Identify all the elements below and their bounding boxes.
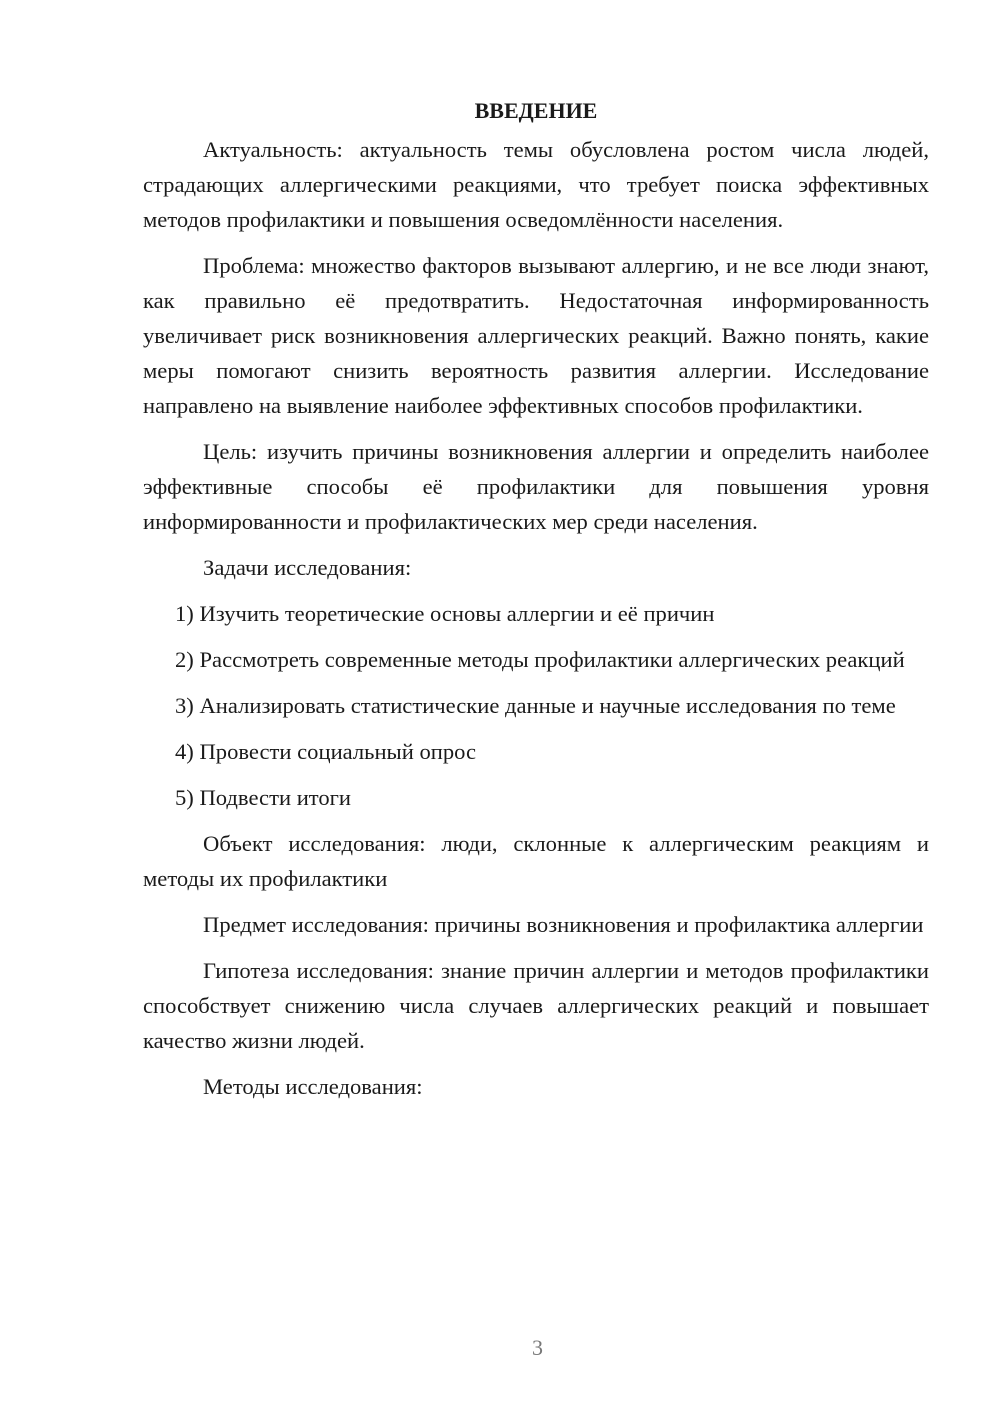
subject-paragraph: Предмет исследования: причины возникновения и профилактика аллергии [203, 912, 924, 937]
relevance-paragraph: Актуальность: актуальность темы обусловлена ростом числа людей, страдающих аллергическими реакциями, что требует поиска эффективных методов профилактики и повышения осведомлённости населения. [143, 137, 929, 232]
methods-heading: Методы исследования: [203, 1074, 423, 1099]
section-title: ВВЕДЕНИЕ [474, 98, 598, 123]
goal-paragraph: Цель: изучить причины возникновения аллергии и определить наиболее эффективные способы её профилактики для повышения уровня информированности и профилактических мер среди населения. [143, 439, 929, 534]
tasks-heading: Задачи исследования: [203, 555, 412, 580]
task-item: 3) Анализировать статистические данные и научные исследования по теме [175, 693, 896, 718]
hypothesis-paragraph: Гипотеза исследования: знание причин аллергии и методов профилактики способствует снижению числа случаев аллергических реакций и повышает качество жизни людей. [143, 958, 929, 1053]
problem-paragraph: Проблема: множество факторов вызывают аллергию, и не все люди знают, как правильно её предотвратить. Недостаточная информированность увеличивает риск возникновения аллергических реакций. Важно понять, какие меры помогают снизить вероятность развития аллергии. Исследование направлено на выявление наиболее эффективных способов профилактики. [143, 253, 929, 418]
document-page [143, 96, 929, 1115]
task-item: 2) Рассмотреть современные методы профилактики аллергических реакций [175, 647, 905, 672]
task-item: 1) Изучить теоретические основы аллергии и её причин [175, 601, 715, 626]
task-item: 5) Подвести итоги [175, 785, 352, 810]
object-paragraph: Объект исследования: люди, склонные к аллергическим реакциям и методы их профилактики [143, 831, 929, 891]
task-item: 4) Провести социальный опрос [175, 739, 477, 764]
page-number: 3 [532, 1335, 543, 1360]
